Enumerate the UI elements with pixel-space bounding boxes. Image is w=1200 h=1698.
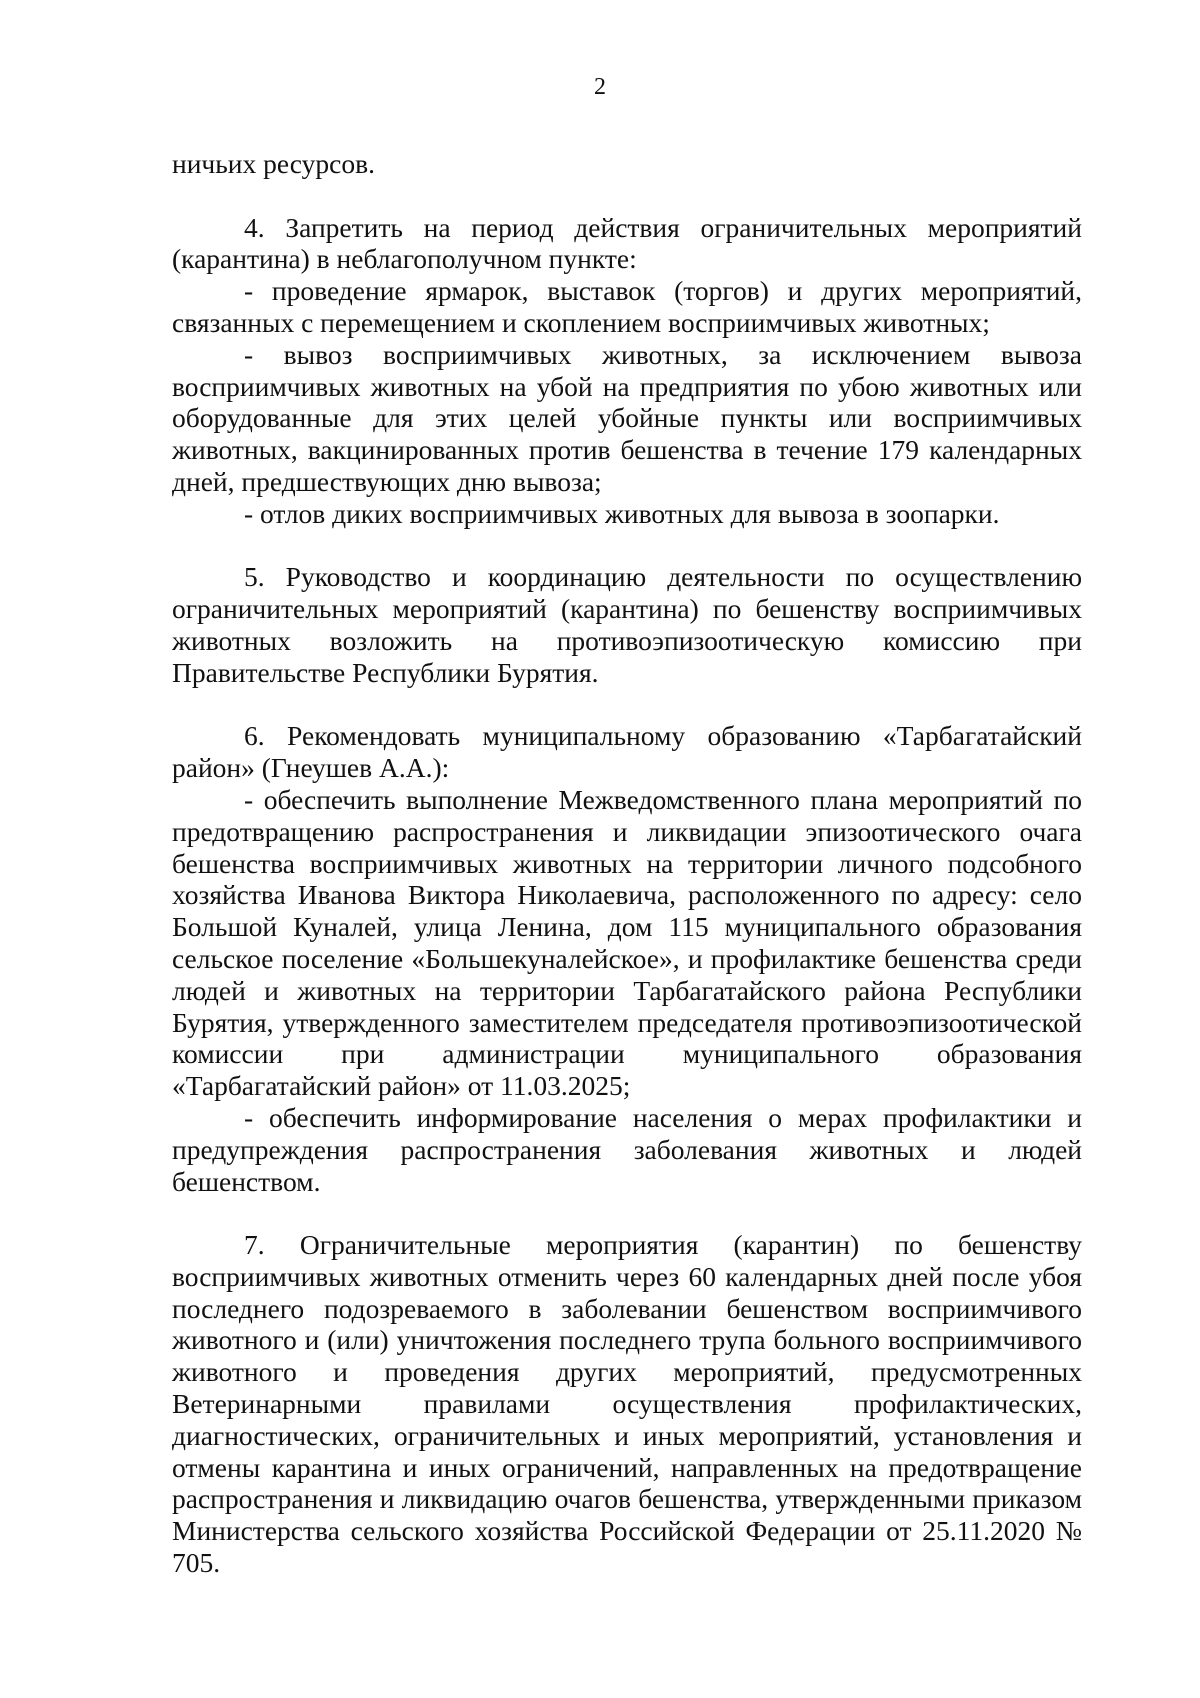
paragraph-item-4-bullet-3: - отлов диких восприимчивых животных для вывоза в зоопарки. <box>244 497 1000 529</box>
paragraph-item-7: 7. Ограничительные мероприятия (карантин) по бешенству восприимчивых животных отменить через 60 календарных дней после убоя последнего подозреваемого в заболевании бешенством восприимчивого животного и (или) уничтожения последнего трупа больного восприимчивого животного и проведения других мероприятий, предусмотренных Ветеринарными правилами осуществления профилактических, диагностических, ограничительных и иных мероприятий, установления и отмены карантина и иных ограничений, направленных на предотвращение распространения и ликвидацию очагов бешенства, утвержденными приказом Министерства сельского хозяйства Российской Федерации от 25.11.2020 № 705. <box>172 1229 1082 1579</box>
paragraph-item-5: 5. Руководство и координацию деятельности по осуществлению ограничительных мероприятий (карантина) по бешенству восприимчивых животных возложить на противоэпизоотическую комиссию при Правительстве Республики Бурятия. <box>172 561 1082 688</box>
page-number: 2 <box>594 74 606 100</box>
paragraph-item-4-bullet-1: - проведение ярмарок, выставок (торгов) и других мероприятий, связанных с перемещением и скоплением восприимчивых животных; <box>172 275 1082 338</box>
paragraph-item-6-bullet-1: - обеспечить выполнение Межведомственного плана мероприятий по предотвращению распространения и ликвидации эпизоотического очага бешенства восприимчивых животных на территории личного подсобного хозяйства Иванова Виктора Николаевича, расположенного по адресу: село Большой Куналей, улица Ленина, дом 115 муниципального образования сельское поселение «Большекуналейское», и профилактике бешенства среди людей и животных на территории Тарбагатайского района Республики Бурятия, утвержденного заместителем председателя противоэпизоотической комиссии при администрации муниципального образования «Тарбагатайский район» от 11.03.2025; <box>172 783 1082 1102</box>
paragraph-gap <box>172 1197 1082 1229</box>
paragraph-item-4: 4. Запретить на период действия ограничительных мероприятий (карантина) в неблагополучном пункте: <box>172 211 1082 275</box>
paragraph-item-6-bullet-2: - обеспечить информирование населения о мерах профилактики и предупреждения распространения заболевания животных и людей бешенством. <box>172 1101 1082 1197</box>
paragraph-gap <box>172 530 1082 562</box>
paragraph-item-6: 6. Рекомендовать муниципальному образованию «Тарбагатайский район» (Гнеушев А.А.): <box>172 720 1082 784</box>
paragraph-item-4-bullet-2: - вывоз восприимчивых животных, за исключением вывоза восприимчивых животных на убой на предприятия по убою животных или оборудованные для этих целей убойные пункты или восприимчивых животных, вакцинированных против бешенства в течение 179 календарных дней, предшествующих дню вывоза; <box>172 338 1082 497</box>
document-body <box>172 148 1082 1579</box>
paragraph-gap <box>172 180 1082 212</box>
paragraph-continuation: ничьих ресурсов. <box>172 148 375 179</box>
paragraph-gap <box>172 689 1082 721</box>
